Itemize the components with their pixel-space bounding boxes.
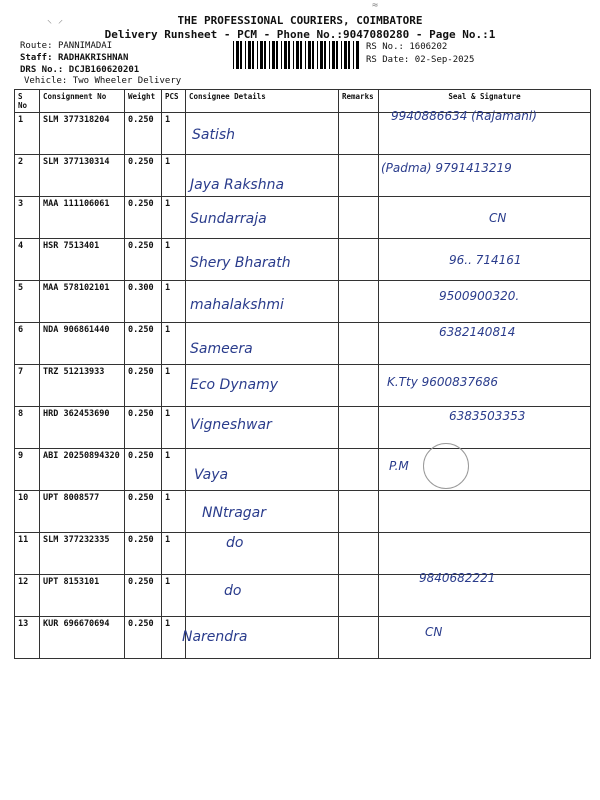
- table-row: [15, 197, 591, 239]
- cell-consignee: [186, 155, 339, 197]
- consignee-handwriting: Vigneshwar: [190, 417, 272, 433]
- signature-handwriting: 6382140814: [439, 325, 516, 339]
- barcode-bar: [276, 41, 278, 69]
- col-consignee: Consignee Details: [186, 90, 339, 113]
- vehicle-line: [24, 76, 181, 86]
- rs-date-label: RS Date:: [366, 55, 410, 65]
- cell-sno: 6: [15, 323, 40, 365]
- table-row: [15, 365, 591, 407]
- cell-signature: [379, 197, 591, 239]
- consignee-handwriting: NNtragar: [202, 505, 266, 521]
- cell-remarks: [339, 617, 379, 659]
- cell-weight: 0.250: [125, 449, 162, 491]
- cell-remarks: [339, 197, 379, 239]
- cell-sno: 8: [15, 407, 40, 449]
- barcode-bar: [353, 41, 354, 69]
- seal-stamp: [423, 443, 469, 489]
- cell-pcs: 1: [162, 407, 186, 449]
- barcode-bar: [348, 41, 350, 69]
- staff-line: [20, 53, 128, 63]
- cell-sno: 5: [15, 281, 40, 323]
- barcode-bar: [305, 41, 306, 69]
- cell-sno: 3: [15, 197, 40, 239]
- cell-pcs: 1: [162, 239, 186, 281]
- rs-no-line: [366, 42, 447, 52]
- barcode-bar: [300, 41, 302, 69]
- cell-weight: 0.250: [125, 113, 162, 155]
- cell-consignment: UPT 8008577: [40, 491, 125, 533]
- col-consignment: Consignment No: [40, 90, 125, 113]
- signature-handwriting: P.M: [389, 459, 409, 473]
- barcode-bar: [245, 41, 246, 69]
- cell-consignee: [182, 617, 339, 659]
- consignee-handwriting: Satish: [192, 127, 236, 143]
- barcode-bar: [252, 41, 254, 69]
- cell-remarks: [339, 449, 379, 491]
- rs-no-label: RS No.:: [366, 42, 404, 52]
- barcode-bar: [269, 41, 270, 69]
- cell-weight: 0.300: [125, 281, 162, 323]
- cell-consignee: [186, 239, 339, 281]
- barcode-bar: [312, 41, 314, 69]
- cell-remarks: [339, 533, 379, 575]
- consignee-handwriting: do: [224, 583, 242, 599]
- cell-remarks: [339, 281, 379, 323]
- cell-consignment: SLM 377318204: [40, 113, 125, 155]
- route-line: [20, 41, 112, 51]
- barcode-bar: [332, 41, 335, 69]
- table-row: [15, 491, 591, 533]
- consignee-handwriting: Vaya: [194, 467, 229, 483]
- cell-weight: 0.250: [125, 365, 162, 407]
- table-row: [15, 323, 591, 365]
- barcode-bar: [284, 41, 287, 69]
- vehicle-value: Two Wheeler Delivery: [72, 76, 182, 86]
- cell-consignment: SLM 377232335: [40, 533, 125, 575]
- signature-handwriting: K.Tty 9600837686: [387, 375, 498, 389]
- consignee-handwriting: do: [226, 535, 244, 551]
- cell-consignee: [186, 365, 339, 407]
- route-value: PANNIMADAI: [57, 41, 113, 51]
- cell-weight: 0.250: [125, 617, 162, 659]
- cell-consignment: TRZ 51213933: [40, 365, 125, 407]
- barcode-bar: [272, 41, 275, 69]
- cell-signature: [379, 617, 591, 659]
- barcode-bar: [248, 41, 251, 69]
- table-row: [15, 281, 591, 323]
- cell-remarks: [339, 113, 379, 155]
- cell-consignee: [186, 281, 339, 323]
- cell-remarks: [339, 491, 379, 533]
- cell-consignment: ABI 20250894320: [40, 449, 125, 491]
- cell-signature: [379, 365, 591, 407]
- route-label: Route:: [20, 41, 53, 51]
- cell-signature: [379, 407, 591, 449]
- barcode-bar: [281, 41, 282, 69]
- barcode-bar: [264, 41, 266, 69]
- cell-signature: [379, 155, 591, 197]
- cell-sno: 12: [15, 575, 40, 617]
- cell-consignee: [186, 575, 339, 617]
- cell-consignee: [186, 113, 339, 155]
- table-row: [15, 155, 591, 197]
- cell-sno: 10: [15, 491, 40, 533]
- scan-mark: ≈: [372, 0, 379, 11]
- cell-weight: 0.250: [125, 239, 162, 281]
- cell-pcs: 1: [162, 449, 186, 491]
- barcode-bar: [308, 41, 311, 69]
- barcode-bar: [320, 41, 323, 69]
- cell-sno: 4: [15, 239, 40, 281]
- cell-signature: [379, 109, 591, 155]
- col-pcs: PCS: [162, 90, 186, 113]
- signature-handwriting: (Padma) 9791413219: [381, 161, 512, 175]
- barcode-bar: [341, 41, 342, 69]
- rs-no-value: 1606202: [409, 42, 448, 52]
- barcode-bar: [329, 41, 330, 69]
- consignee-handwriting: Jaya Rakshna: [190, 177, 285, 193]
- barcode-bar: [288, 41, 290, 69]
- consignee-handwriting: mahalakshmi: [190, 297, 284, 313]
- table-row: [15, 239, 591, 281]
- cell-signature: [379, 323, 591, 365]
- cell-sno: 11: [15, 533, 40, 575]
- cell-signature: [379, 239, 591, 281]
- cell-pcs: 1: [162, 617, 186, 659]
- col-sno: S No: [15, 90, 40, 113]
- table-row: [15, 113, 591, 155]
- barcode-bar: [240, 41, 242, 69]
- cell-pcs: 1: [162, 575, 186, 617]
- barcode-bar: [293, 41, 294, 69]
- cell-consignee: [186, 491, 339, 533]
- cell-consignment: SLM 377130314: [40, 155, 125, 197]
- drs-label: DRS No.:: [20, 65, 64, 75]
- col-weight: Weight: [125, 90, 162, 113]
- cell-signature: [379, 491, 591, 533]
- cell-sno: 2: [15, 155, 40, 197]
- cell-consignee: [186, 323, 339, 365]
- table-row: [15, 449, 591, 491]
- signature-handwriting: 9500900320.: [439, 289, 520, 303]
- cell-pcs: 1: [162, 113, 186, 155]
- runsheet-subtitle: Delivery Runsheet - PCM - Phone No.:9047080280 - Page No.:1: [104, 28, 496, 41]
- barcode-bar: [236, 41, 239, 69]
- cell-weight: 0.250: [125, 533, 162, 575]
- signature-handwriting: 96.. 714161: [449, 253, 522, 267]
- cell-consignment: NDA 906861440: [40, 323, 125, 365]
- consignee-handwriting: Narendra: [182, 629, 248, 645]
- consignee-handwriting: Eco Dynamy: [190, 377, 278, 393]
- cell-remarks: [339, 365, 379, 407]
- cell-weight: 0.250: [125, 197, 162, 239]
- cell-remarks: [339, 239, 379, 281]
- consignee-handwriting: Shery Bharath: [190, 255, 291, 271]
- table-row: [15, 617, 591, 659]
- cell-pcs: 1: [162, 281, 186, 323]
- cell-weight: 0.250: [125, 155, 162, 197]
- barcode-bar: [317, 41, 318, 69]
- cell-sno: 13: [15, 617, 40, 659]
- cell-sno: 7: [15, 365, 40, 407]
- cell-signature: [379, 449, 591, 491]
- cell-pcs: 1: [162, 197, 186, 239]
- cell-remarks: [339, 407, 379, 449]
- cell-remarks: [339, 323, 379, 365]
- consignee-handwriting: Sundarraja: [190, 211, 267, 227]
- cell-consignee: [186, 197, 339, 239]
- cell-consignment: HRD 362453690: [40, 407, 125, 449]
- cell-weight: 0.250: [125, 323, 162, 365]
- cell-pcs: 1: [162, 491, 186, 533]
- table-row: [15, 407, 591, 449]
- barcode-bar: [296, 41, 299, 69]
- rs-date-line: [366, 55, 474, 65]
- consignee-handwriting: Sameera: [190, 341, 253, 357]
- cell-weight: 0.250: [125, 407, 162, 449]
- table-row: [15, 575, 591, 617]
- cell-sno: 9: [15, 449, 40, 491]
- cell-consignment: UPT 8153101: [40, 575, 125, 617]
- signature-handwriting: 9940886634 (Rajamani): [391, 109, 537, 123]
- vehicle-label: Vehicle:: [24, 76, 68, 86]
- cell-pcs: 1: [162, 365, 186, 407]
- cell-consignee: [186, 407, 339, 449]
- signature-handwriting: CN: [425, 625, 443, 639]
- barcode-icon: [233, 41, 360, 69]
- company-title: THE PROFESSIONAL COURIERS, COIMBATORE: [177, 14, 423, 27]
- rs-date-value: 02-Sep-2025: [414, 55, 475, 65]
- cell-pcs: 1: [162, 155, 186, 197]
- barcode-bar: [260, 41, 263, 69]
- cell-consignment: KUR 696670694: [40, 617, 125, 659]
- staff-value: RADHAKRISHNAN: [57, 53, 129, 63]
- cell-consignment: MAA 111106061: [40, 197, 125, 239]
- signature-handwriting: 6383503353: [449, 409, 526, 423]
- cell-weight: 0.250: [125, 491, 162, 533]
- cell-consignee: [186, 533, 339, 575]
- col-signature: Seal & Signature: [379, 90, 591, 113]
- barcode-bar: [257, 41, 258, 69]
- cell-remarks: [339, 155, 379, 197]
- col-remarks: Remarks: [339, 90, 379, 113]
- punch-mark: ⸌ ⸍: [47, 19, 64, 30]
- cell-consignment: MAA 578102101: [40, 281, 125, 323]
- cell-consignment: HSR 7513401: [40, 239, 125, 281]
- cell-pcs: 1: [162, 323, 186, 365]
- drs-line: [20, 65, 139, 75]
- cell-sno: 1: [15, 113, 40, 155]
- cell-signature: [379, 533, 591, 575]
- runsheet-table: [14, 89, 591, 659]
- barcode-bar: [356, 41, 359, 69]
- barcode-bar: [233, 41, 234, 69]
- cell-pcs: 1: [162, 533, 186, 575]
- cell-weight: 0.250: [125, 575, 162, 617]
- barcode-bar: [336, 41, 338, 69]
- signature-handwriting: 9840682221: [419, 571, 496, 585]
- drs-value: DCJB160620201: [68, 65, 140, 75]
- cell-consignee: [186, 449, 339, 491]
- table-row: [15, 533, 591, 575]
- cell-remarks: [339, 575, 379, 617]
- signature-handwriting: CN: [489, 211, 507, 225]
- barcode-bar: [324, 41, 326, 69]
- cell-signature: [379, 281, 591, 323]
- barcode-bar: [344, 41, 347, 69]
- staff-label: Staff:: [20, 53, 53, 63]
- cell-signature: [379, 571, 591, 617]
